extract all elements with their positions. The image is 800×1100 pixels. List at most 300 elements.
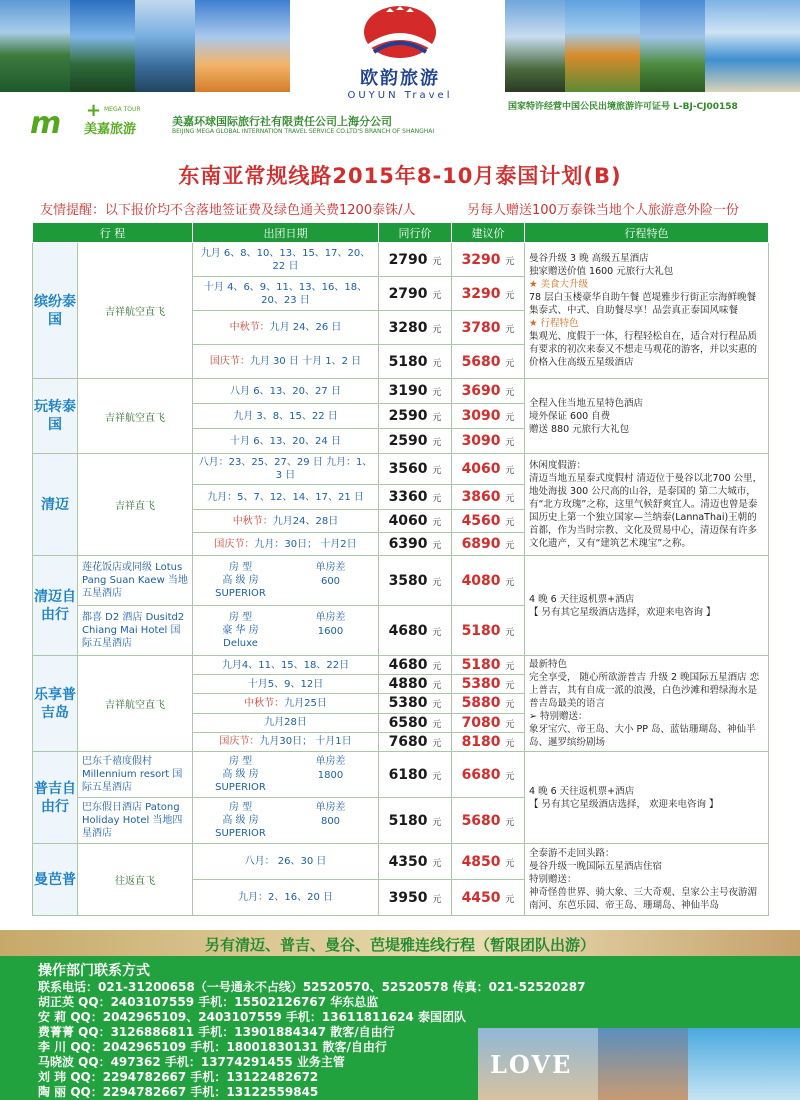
table-row	[33, 752, 769, 798]
contact-line: 刘 玮 QQ：2294782667 手机：13122482672	[38, 1070, 319, 1084]
suggested-price-value: 3090	[461, 408, 501, 424]
currency-unit: 元	[432, 719, 442, 730]
currency-unit: 元	[505, 577, 515, 588]
peer-price	[379, 732, 452, 751]
currency-unit: 元	[432, 858, 442, 869]
suggested-price-value: 3290	[461, 251, 501, 268]
peer-price	[379, 404, 452, 429]
date-text: 九月25日	[284, 697, 327, 709]
date-text: 九月4、11、15、18、22日	[221, 659, 350, 671]
departure-date	[193, 243, 379, 277]
suggested-price-value: 5680	[461, 353, 501, 370]
festival-tag: 中秋节：	[229, 322, 270, 333]
transport: 吉祥航空直飞	[78, 656, 193, 752]
peer-price-value: 3360	[388, 489, 428, 505]
date-text: 九月：30日； 十月2日	[254, 538, 357, 550]
currency-unit: 元	[505, 438, 515, 448]
col-header: 行 程	[33, 223, 193, 243]
peer-price-value: 2590	[388, 433, 428, 449]
room-class-en: SUPERIOR	[215, 782, 266, 793]
route-name: 缤纷泰国	[33, 243, 78, 379]
suggested-price	[452, 345, 525, 379]
notice-left: 友情提醒：以下报价均不含落地签证费及绿色通关费1200泰铢/人	[40, 203, 416, 218]
peer-price	[379, 277, 452, 311]
peer-price-value: 2590	[388, 408, 428, 424]
peer-price-value: 4350	[388, 853, 428, 870]
hotel-name: 巴东假日酒店 Patong Holiday Hotel 当地四星酒店	[78, 798, 193, 844]
peer-price-value: 3950	[388, 889, 428, 906]
route-name: 乐享普吉岛	[33, 656, 78, 752]
currency-unit: 元	[432, 290, 442, 301]
room-class: 高 级 房	[222, 769, 259, 780]
departure-date	[193, 844, 379, 880]
peer-price	[379, 606, 452, 656]
suggested-price-value: 3290	[461, 285, 501, 302]
scenery-photo	[0, 0, 70, 92]
peer-price	[379, 656, 452, 675]
date-text: 九月 30 日 十月 1、2 日	[249, 356, 362, 367]
currency-unit: 元	[432, 771, 442, 782]
date-text: 八月 6、13、20、27 日	[230, 385, 341, 397]
mega-logo-text: MEGA TOUR	[104, 106, 141, 113]
single-supplement	[288, 801, 373, 840]
suggested-price-value: 4080	[461, 572, 501, 589]
route-name: 玩转泰国	[33, 379, 78, 454]
currency-unit: 元	[432, 738, 442, 749]
date-text: 八月：23、25、27、29 日 九月：1、3 日	[198, 457, 373, 481]
room-label: 房 型	[228, 756, 253, 767]
col-header: 行程特色	[525, 223, 769, 243]
departure-date	[193, 485, 379, 510]
page-title: 东南亚常规线路2015年8-10月泰国计划(B)	[178, 164, 622, 188]
feature-line: 独家赠送价值 1600 元旅行大礼包	[529, 266, 674, 277]
room-details	[193, 561, 378, 600]
festival-tag: 国庆节：	[209, 356, 250, 367]
date-text: 九月 24、26 日	[269, 322, 342, 333]
table-row	[33, 379, 769, 404]
feature-line: 清迈当地五星泰式度假村 清迈位于曼谷以北700 公里，地处海拔 300 公尺高的山谷，是泰国的 第二大城市，有“北方玫瑰”之称，这里气候舒爽宜人。清迈也曾是泰国历史上第一个独立国家—兰纳泰(LannaThai)王朝的首都，作为当时宗教、文化及贸易中心，清迈保有许多文化遗产，又有“建筑艺术瑰宝”之称。	[529, 473, 763, 549]
date-text: 十月 6、13、20、24 日	[230, 435, 341, 447]
room-class-en: SUPERIOR	[215, 588, 266, 599]
suggested-price	[452, 533, 525, 556]
feature-line: 曼谷升级一晚国际五星酒店住宿	[529, 861, 663, 872]
peer-price	[379, 798, 452, 844]
license-number: 国家特许经营中国公民出境旅游许可证号 L-BJ-CJ00158	[508, 102, 738, 112]
peer-price-value: 3580	[388, 572, 428, 589]
suggested-price	[452, 243, 525, 277]
currency-unit: 元	[432, 817, 442, 828]
single-label: 单房差	[315, 612, 346, 623]
scenery-photo	[565, 0, 640, 92]
transport: 吉祥航空直飞	[78, 379, 193, 454]
currency-unit: 元	[505, 413, 515, 423]
suggested-price	[452, 752, 525, 798]
single-value: 800	[320, 816, 341, 827]
peer-price	[379, 556, 452, 606]
suggested-price	[452, 454, 525, 485]
currency-unit: 元	[432, 256, 442, 267]
currency-unit: 元	[432, 413, 442, 423]
room-type	[193, 798, 379, 844]
peer-price	[379, 485, 452, 510]
feature-line: 神奇怪兽世界、骑大象、三大奇观、皇家公主号夜游湄南河、东芭乐园、帝王岛、珊瑚岛、神仙半岛	[529, 887, 758, 911]
peer-price	[379, 844, 452, 880]
currency-unit: 元	[505, 627, 515, 638]
suggested-price-value: 5680	[461, 812, 501, 829]
suggested-price	[452, 713, 525, 732]
suggested-price-value: 6680	[461, 766, 501, 783]
transport: 吉祥航空直飞	[78, 243, 193, 379]
transport: 往返直飞	[78, 844, 193, 916]
table-header-row	[33, 223, 769, 243]
room-type-col	[193, 801, 288, 840]
route-name: 清迈自由行	[33, 556, 78, 656]
departure-date	[193, 429, 379, 454]
peer-price-value: 4060	[388, 513, 428, 529]
suggested-price-value: 7080	[461, 714, 501, 731]
currency-unit: 元	[505, 771, 515, 782]
departure-date	[193, 675, 379, 694]
currency-unit: 元	[505, 817, 515, 828]
suggested-price-value: 4850	[461, 853, 501, 870]
date-text: 九月28日	[264, 717, 307, 729]
banner-text: 另有清迈、普吉、曼谷、芭堤雅连线行程（暂限团队出游）	[204, 936, 595, 954]
currency-unit: 元	[505, 541, 515, 551]
feature-line: 全泰游不走回头路：	[529, 848, 615, 859]
mega-logo-cn: 美嘉旅游	[84, 122, 137, 137]
peer-price	[379, 694, 452, 713]
feature-line: ➢ 特别赠送：	[529, 711, 588, 722]
currency-unit: 元	[432, 388, 442, 398]
currency-unit: 元	[432, 541, 442, 551]
room-type	[193, 556, 379, 606]
feature-line: ★ 美食大升级	[529, 279, 589, 290]
currency-unit: 元	[505, 700, 515, 711]
notice-right: 另每人赠送100万泰铢当地个人旅游意外险一份	[467, 203, 739, 218]
date-text: 八月： 26、30 日	[244, 856, 327, 867]
peer-price-value: 6390	[388, 536, 428, 552]
peer-price	[379, 533, 452, 556]
hotel-name: 莲花饭店或同级 Lotus Pang Suan Kaew 当地五星酒店	[78, 556, 193, 606]
currency-unit: 元	[505, 324, 515, 335]
suggested-price-value: 3780	[461, 319, 501, 336]
currency-unit: 元	[432, 324, 442, 335]
footer-photo	[598, 1028, 688, 1100]
room-type-col	[193, 561, 288, 600]
room-details	[193, 755, 378, 794]
love-photo-text: LOVE	[490, 1050, 573, 1079]
transport: 吉祥直飞	[78, 454, 193, 556]
departure-date	[193, 379, 379, 404]
date-text: 九月24、28日	[272, 515, 339, 527]
currency-unit: 元	[505, 494, 515, 504]
departure-date	[193, 404, 379, 429]
ouyun-logo-icon	[360, 4, 440, 60]
festival-tag: 中秋节：	[244, 697, 285, 709]
route-features	[525, 243, 769, 379]
suggested-price	[452, 379, 525, 404]
room-type-col	[193, 755, 288, 794]
single-supplement	[288, 561, 373, 600]
company-name-en: BEIJING MEGA GLOBAL INTERNATION TRAVEL SERVICE CO.LTD'S BRANCH OF SHANGHAI	[172, 128, 435, 135]
departure-date	[193, 454, 379, 485]
feature-line: 集观光、度假于一体，行程轻松自在，适合对行程品质有要求的初次来泰又不想走马观花的游客，并以实惠的价格入住高级五星级酒店	[529, 331, 758, 368]
peer-price	[379, 675, 452, 694]
currency-unit: 元	[505, 518, 515, 528]
col-header: 建议价	[452, 223, 525, 243]
feature-line: 4 晚 6 天往返机票+酒店	[529, 785, 635, 797]
date-text: 九月30日； 十月1日	[259, 736, 352, 748]
peer-price	[379, 345, 452, 379]
route-name: 曼芭普	[33, 844, 78, 916]
date-text: 十月 4、6、9、11、13、16、18、20、23 日	[203, 281, 368, 306]
feature-line: 全程入住当地五星特色酒店	[529, 397, 644, 409]
peer-price-value: 6180	[388, 766, 428, 783]
departure-date	[193, 510, 379, 533]
suggested-price	[452, 880, 525, 916]
suggested-price-value: 4560	[461, 513, 501, 529]
currency-unit: 元	[505, 681, 515, 692]
hotel-name: 巴东千禧度假村 Millennium resort 国际五星酒店	[78, 752, 193, 798]
suggested-price	[452, 798, 525, 844]
ouyun-logo	[310, 4, 490, 101]
peer-price-value: 4680	[388, 657, 428, 674]
suggested-price	[452, 485, 525, 510]
festival-tag: 国庆节：	[219, 736, 260, 748]
currency-unit: 元	[505, 358, 515, 369]
departure-date	[193, 880, 379, 916]
route-features	[525, 656, 769, 752]
mega-tour-logo	[30, 100, 170, 141]
suggested-price	[452, 606, 525, 656]
mega-logo-mark: m	[30, 106, 62, 141]
suggested-price-value: 3690	[461, 383, 501, 399]
peer-price-value: 4880	[388, 676, 428, 693]
suggested-price	[452, 732, 525, 751]
scenery-photo	[640, 0, 705, 92]
departure-date	[193, 345, 379, 379]
suggested-price	[452, 694, 525, 713]
suggested-price	[452, 675, 525, 694]
scenery-photo	[505, 0, 565, 92]
peer-price-value: 7680	[388, 733, 428, 750]
suggested-price-value: 5180	[461, 657, 501, 674]
festival-tag: 国庆节：	[214, 538, 255, 550]
room-details	[193, 801, 378, 840]
feature-line: 赠送 880 元旅行大礼包	[529, 423, 630, 435]
currency-unit: 元	[505, 662, 515, 673]
contact-line: 联系电话：021-31200658（一号通永不占线）52520570、52520578 传真：021-52520287	[38, 980, 586, 994]
currency-unit: 元	[505, 466, 515, 476]
brand-name-en: OUYUN Travel	[347, 90, 453, 101]
room-class: 豪 华 房	[222, 625, 259, 636]
suggested-price-value: 8180	[461, 733, 501, 750]
feature-line: 最新特色	[529, 659, 568, 670]
table-row	[33, 556, 769, 606]
feature-line: ★ 行程特色	[529, 318, 579, 329]
company-name: 美嘉环球国际旅行社有限责任公司上海分公司	[172, 115, 392, 128]
currency-unit: 元	[432, 662, 442, 673]
route-name: 清迈	[33, 454, 78, 556]
col-header: 同行价	[379, 223, 452, 243]
route-features	[525, 844, 769, 916]
feature-line: 【 另有其它星级酒店选择， 欢迎来电咨询 】	[529, 798, 719, 810]
departure-date	[193, 311, 379, 345]
room-label: 房 型	[228, 802, 253, 813]
date-text: 九月 6、8、10、13、15、17、20、22 日	[200, 247, 371, 272]
currency-unit: 元	[505, 256, 515, 267]
header-banner	[0, 0, 800, 100]
peer-price-value: 5180	[388, 353, 428, 370]
scenery-photo	[705, 0, 800, 92]
single-label: 单房差	[315, 756, 346, 767]
peer-price-value: 4680	[388, 622, 428, 639]
currency-unit: 元	[505, 738, 515, 749]
peer-price-value: 5380	[388, 695, 428, 712]
peer-price-value: 2790	[388, 251, 428, 268]
suggested-price-value: 5880	[461, 695, 501, 712]
feature-line: 【 另有其它星级酒店选择，欢迎来电咨询 】	[529, 606, 716, 618]
footer-photo	[688, 1028, 800, 1100]
table-row	[33, 454, 769, 485]
room-class: 高 级 房	[222, 575, 259, 586]
table-row	[33, 243, 769, 277]
peer-price-value: 5180	[388, 812, 428, 829]
currency-unit: 元	[432, 358, 442, 369]
suggested-price	[452, 429, 525, 454]
scenery-photo	[195, 0, 290, 92]
feature-line: 象牙宝穴、帝王岛、大小 PP 岛、蓝钻珊瑚岛、神仙半岛、暹罗缤纷剧场	[529, 724, 756, 748]
room-label: 房 型	[228, 612, 253, 623]
single-label: 单房差	[315, 802, 346, 813]
route-name: 普吉自由行	[33, 752, 78, 844]
date-text: 九月：5、7、12、14、17、21 日	[207, 491, 364, 503]
currency-unit: 元	[432, 438, 442, 448]
suggested-price	[452, 656, 525, 675]
room-class-en: SUPERIOR	[215, 828, 266, 839]
room-label: 房 型	[228, 562, 253, 573]
suggested-price	[452, 556, 525, 606]
departure-date	[193, 694, 379, 713]
suggested-price	[452, 510, 525, 533]
room-type-col	[193, 611, 288, 650]
peer-price	[379, 429, 452, 454]
currency-unit: 元	[505, 719, 515, 730]
suggested-price-value: 5180	[461, 622, 501, 639]
currency-unit: 元	[432, 894, 442, 905]
suggested-price	[452, 404, 525, 429]
currency-unit: 元	[505, 894, 515, 905]
feature-line: 完全享受， 随心所欲游普吉 升级 2 晚国际五星酒店 恋上普吉，其有自成一派的浪漫，白色沙滩和碧绿海水是普吉岛最美的语言	[529, 672, 760, 709]
date-text: 九月：2、16、20 日	[238, 892, 333, 903]
route-features	[525, 454, 769, 556]
departure-date	[193, 277, 379, 311]
feature-line: 特别赠送：	[529, 874, 577, 885]
contact-title: 操作部门联系方式	[38, 963, 150, 979]
room-type	[193, 752, 379, 798]
currency-unit: 元	[432, 700, 442, 711]
brand-name: 欧韵旅游	[360, 68, 440, 89]
feature-line: 境外保证 600 自费	[529, 410, 611, 422]
contact-line: 马晓波 QQ：497362 手机：13774291455 业务主管	[38, 1055, 345, 1069]
currency-unit: 元	[432, 577, 442, 588]
peer-price	[379, 454, 452, 485]
feature-line: 曼谷升级 3 晚 高级五星酒店	[529, 253, 649, 264]
peer-price	[379, 880, 452, 916]
contact-line: 李 川 QQ：2042965109 手机：18001830131 散客/自由行	[38, 1040, 387, 1054]
col-header: 出团日期	[193, 223, 379, 243]
suggested-price-value: 3090	[461, 433, 501, 449]
room-details	[193, 611, 378, 650]
single-value: 1600	[317, 626, 344, 637]
suggested-price-value: 4060	[461, 461, 501, 477]
currency-unit: 元	[432, 494, 442, 504]
route-features	[525, 752, 769, 844]
date-text: 九月 3、8、15、22 日	[233, 410, 338, 422]
departure-date	[193, 732, 379, 751]
festival-tag: 中秋节：	[232, 515, 273, 527]
price-table	[32, 222, 769, 916]
single-value: 1800	[317, 770, 344, 781]
departure-date	[193, 656, 379, 675]
single-supplement	[288, 755, 373, 794]
route-features	[525, 556, 769, 656]
currency-unit: 元	[432, 466, 442, 476]
peer-price-value: 3560	[388, 461, 428, 477]
feature-line: 4 晚 6 天往返机票+酒店	[529, 593, 635, 605]
date-text: 十月5、9、12日	[247, 678, 324, 690]
currency-unit: 元	[505, 858, 515, 869]
currency-unit: 元	[432, 681, 442, 692]
currency-unit: 元	[432, 518, 442, 528]
feature-line: 78 层白玉楼豪华自助午餐 芭堤雅步行街正宗海鲜晚餐 集泰式、中式、自助餐尽享！品尝真正泰国风味餐	[529, 292, 757, 316]
scenery-photo	[135, 0, 195, 92]
peer-price	[379, 752, 452, 798]
table-row	[33, 844, 769, 880]
peer-price	[379, 311, 452, 345]
suggested-price-value: 5380	[461, 676, 501, 693]
hotel-name: 都喜 D2 酒店 Dusitd2 Chiang Mai Hotel 国际五星酒店	[78, 606, 193, 656]
peer-price-value: 3280	[388, 319, 428, 336]
currency-unit: 元	[505, 388, 515, 398]
route-features	[525, 379, 769, 454]
contact-line: 陶 丽 QQ：2294782667 手机：13122559845	[38, 1085, 319, 1099]
contact-line: 安 莉 QQ：2042965109、2403107559 手机：13611811624 泰国团队	[38, 1010, 466, 1024]
peer-price	[379, 379, 452, 404]
suggested-price-value: 3860	[461, 489, 501, 505]
room-class: 高 级 房	[222, 815, 259, 826]
room-class-en: Deluxe	[223, 638, 258, 649]
feature-line: 休闲度假游：	[529, 460, 587, 471]
room-type	[193, 606, 379, 656]
suggested-price-value: 4450	[461, 889, 501, 906]
peer-price-value: 3190	[388, 383, 428, 399]
table-row	[33, 656, 769, 675]
single-value: 600	[320, 576, 341, 587]
suggested-price	[452, 277, 525, 311]
currency-unit: 元	[505, 290, 515, 301]
peer-price	[379, 243, 452, 277]
peer-price	[379, 510, 452, 533]
scenery-photo	[70, 0, 135, 92]
suggested-price	[452, 311, 525, 345]
single-supplement	[288, 611, 373, 650]
peer-price	[379, 713, 452, 732]
single-label: 单房差	[315, 562, 346, 573]
suggested-price-value: 6890	[461, 536, 501, 552]
currency-unit: 元	[432, 627, 442, 638]
contact-line: 费菁菁 QQ：3126886811 手机：13901884347 散客/自由行	[38, 1025, 395, 1039]
